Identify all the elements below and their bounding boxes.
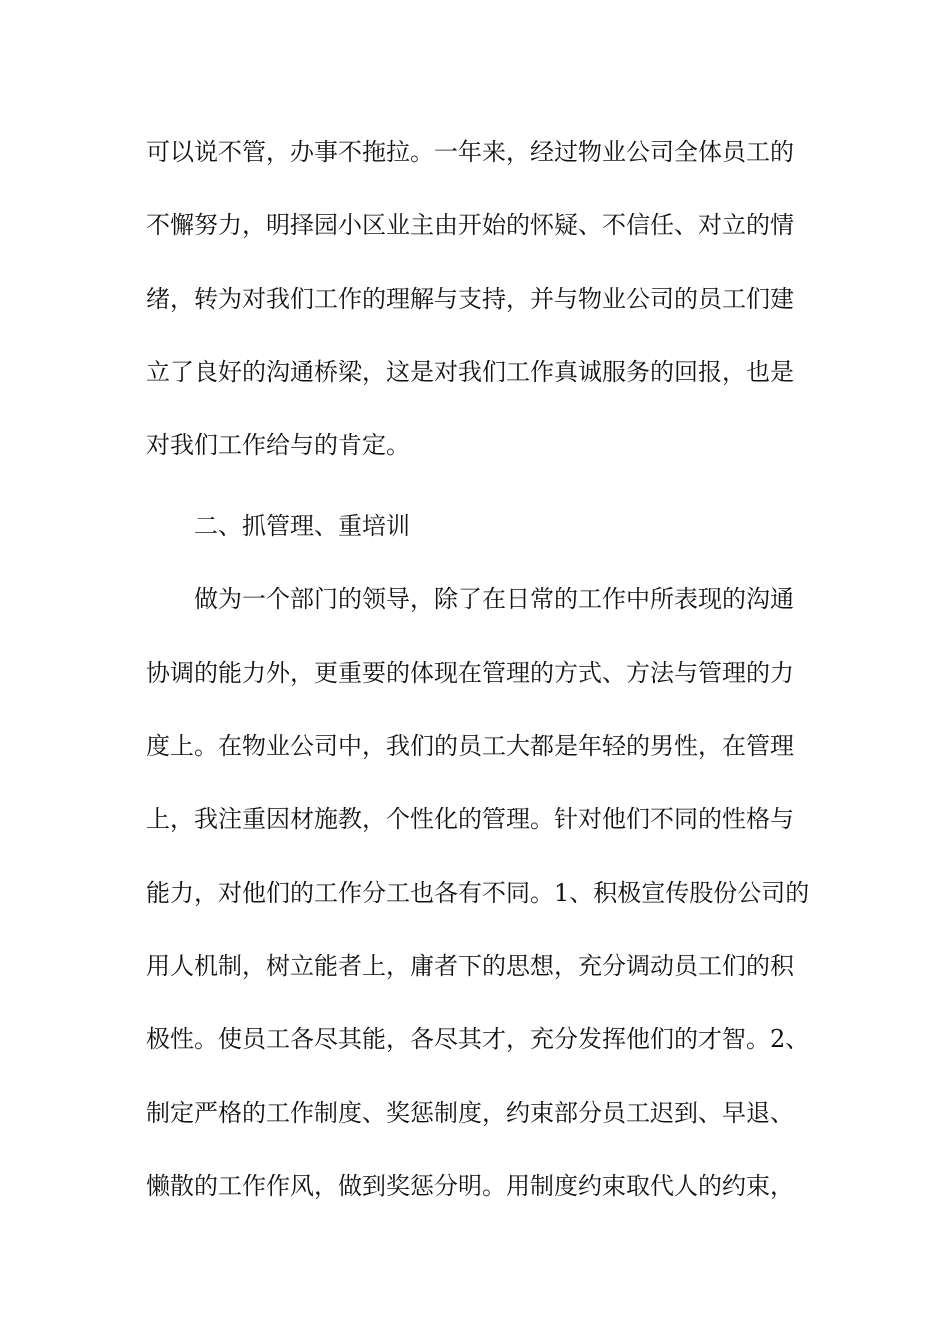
paragraph-line-3: 绪，转为对我们工作的理解与支持，并与物业公司的员工们建 <box>146 285 794 313</box>
paragraph-line-9: 上，我注重因材施教，个性化的管理。针对他们不同的性格与 <box>146 805 794 833</box>
paragraph-line-13: 制定严格的工作制度、奖惩制度，约束部分员工迟到、早退、 <box>146 1099 794 1127</box>
paragraph-line-14: 懒散的工作作风，做到奖惩分明。用制度约束取代人的约束， <box>146 1172 794 1200</box>
section-heading: 二、抓管理、重培训 <box>194 512 410 540</box>
paragraph-line-8: 度上。在物业公司中，我们的员工大都是年轻的男性，在管理 <box>146 732 794 760</box>
paragraph-line-7: 协调的能力外，更重要的体现在管理的方式、方法与管理的力 <box>146 659 794 687</box>
paragraph-line-2: 不懈努力，明择园小区业主由开始的怀疑、不信任、对立的情 <box>146 211 794 239</box>
paragraph-line-11: 用人机制，树立能者上，庸者下的思想，充分调动员工们的积 <box>146 952 794 980</box>
paragraph-line-6: 做为一个部门的领导，除了在日常的工作中所表现的沟通 <box>194 585 794 613</box>
paragraph-line-1: 可以说不管，办事不拖拉。一年来，经过物业公司全体员工的 <box>146 138 794 166</box>
paragraph-line-4: 立了良好的沟通桥梁，这是对我们工作真诚服务的回报，也是 <box>146 358 794 386</box>
paragraph-line-12: 极性。使员工各尽其能，各尽其才，充分发挥他们的才智。2、 <box>146 1025 810 1053</box>
paragraph-line-5: 对我们工作给与的肯定。 <box>146 431 410 459</box>
paragraph-line-10: 能力，对他们的工作分工也各有不同。1、积极宣传股份公司的 <box>146 879 810 907</box>
